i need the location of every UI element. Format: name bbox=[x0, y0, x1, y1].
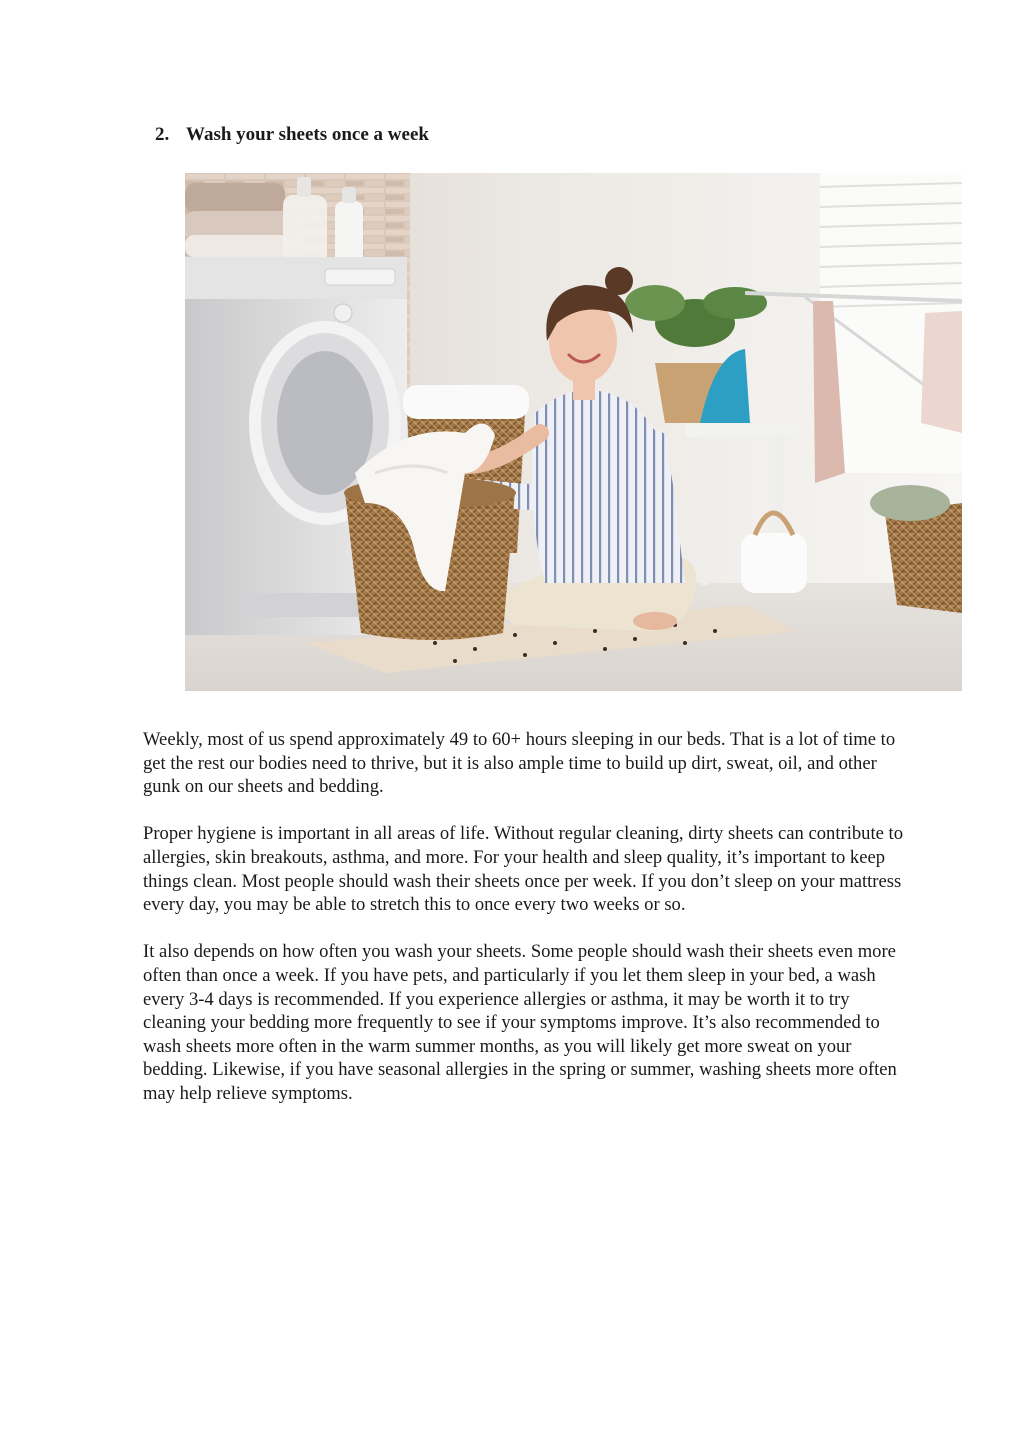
section-heading bbox=[155, 124, 429, 146]
paragraph-frequency: It also depends on how often you wash your sheets. Some people should wash their sheets even more often than once a week. If you have pets, and particularly if you let them sleep in your bed, a wash every 3-4 days is recommended. If you experience allergies or asthma, it may be worth it to try cleaning your bedding more frequently to see if your symptoms improve. It’s also recommended to wash sheets more often in the warm summer months, as you will likely get more sweat on your bedding. Likewise, if you have seasonal allergies in the spring or summer, washing sheets more often may help relieve symptoms. bbox=[143, 941, 897, 1104]
paragraph-weekly-sleep: Weekly, most of us spend approximately 49 to 60+ hours sleeping in our beds. That is a lot of time to get the rest our bodies need to thrive, but it is also ample time to build up dirt, sweat, oil, and other gunk on our sheets and bedding. bbox=[143, 729, 896, 798]
section-title: Wash your sheets once a week bbox=[186, 124, 429, 145]
section-number: 2. bbox=[155, 124, 170, 145]
paragraph-hygiene: Proper hygiene is important in all areas of life. Without regular cleaning, dirty sheets can contribute to allergies, skin breakouts, asthma, and more. For your health and sleep quality, it’s important to keep things clean. Most people should wash their sheets once per week. If you don’t sleep on your mattress every day, you may be able to stretch this to once every two weeks or so. bbox=[143, 823, 903, 916]
article-body bbox=[143, 728, 913, 1129]
laundry-illustration bbox=[185, 173, 962, 691]
laundry-photo bbox=[185, 173, 962, 691]
